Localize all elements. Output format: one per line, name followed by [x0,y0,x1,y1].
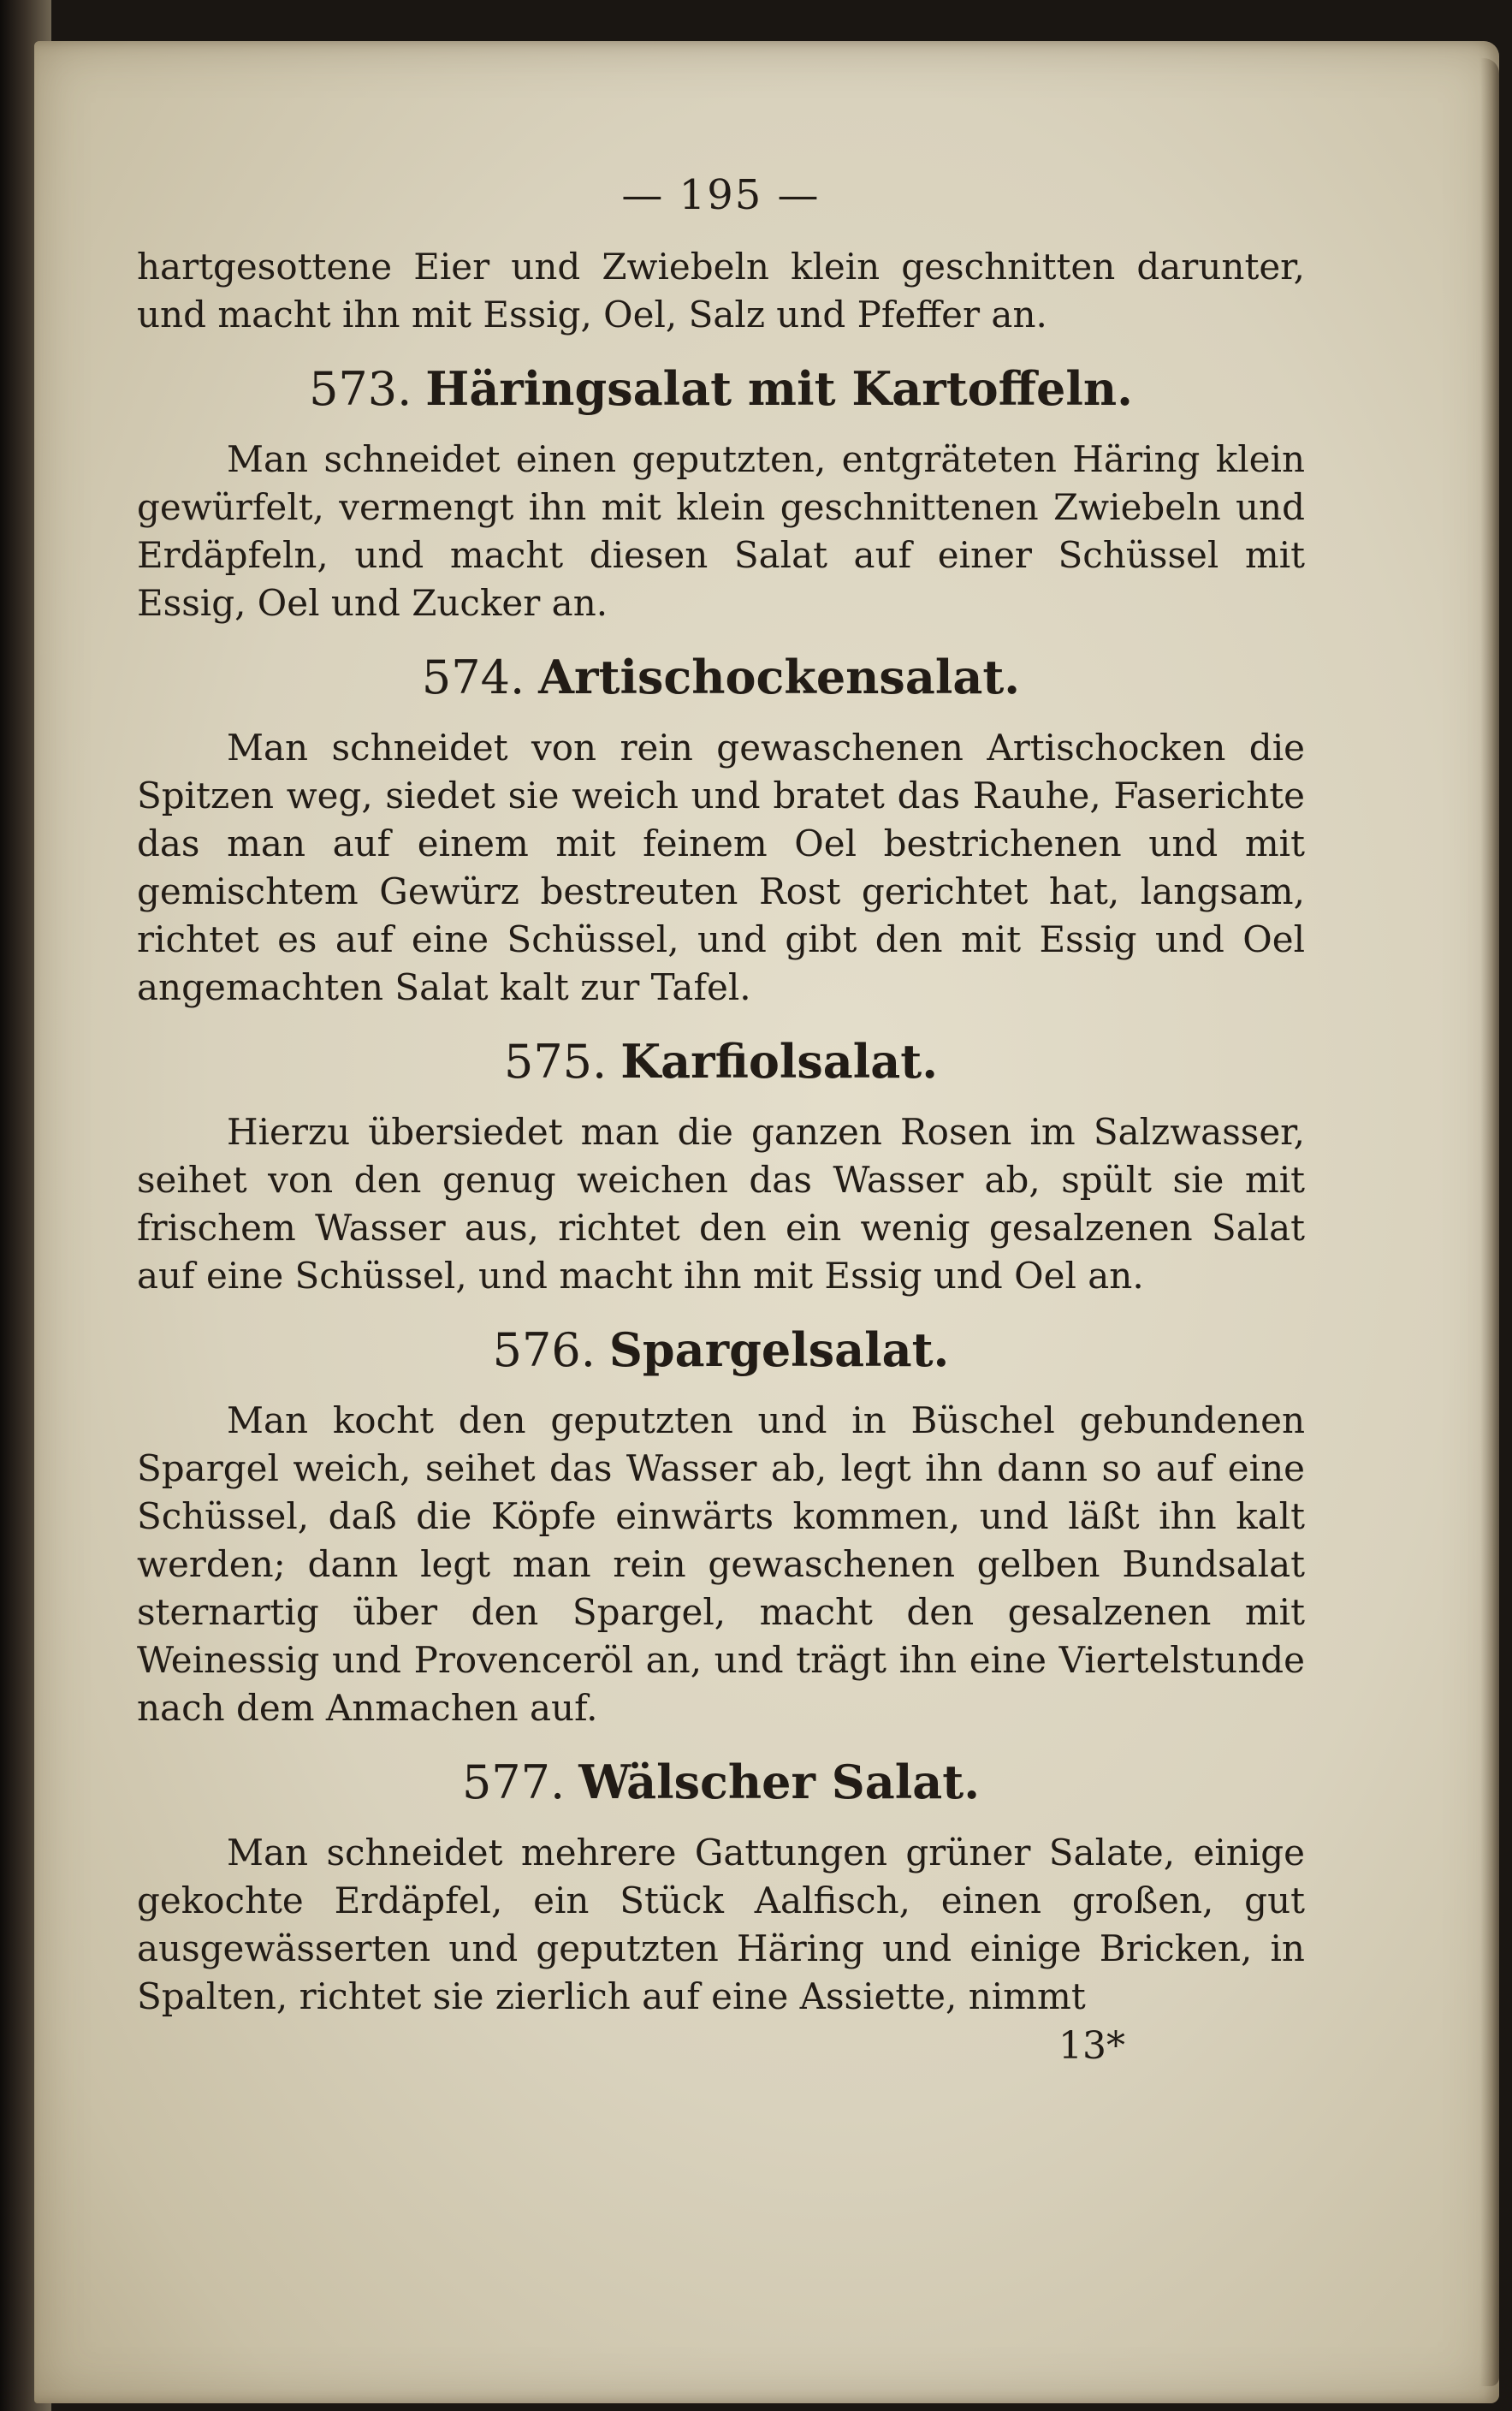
recipe-title: Wälscher Salat. [578,1755,981,1809]
recipe-number: 574. [421,650,525,704]
recipe-title: Artischockensalat. [538,650,1021,704]
page-edge-shadow [1480,58,1499,2386]
recipe-heading [137,1755,1305,1810]
recipe-text: Man schneidet von rein gewaschenen Artischocken die Spitzen weg, siedet sie weich und bratet das Rauhe, Faserichte das man auf einem mit feinem Oel bestrichenen und mit gemischtem Gewürz bestreuten Rost gerichtet hat, langsam, richtet es auf eine Schüssel, und gibt den mit Essig und Oel angemachten Salat kalt zur Tafel. [137,727,1305,1008]
recipe-text: Man schneidet einen geputzten, entgräteten Häring klein gewürfelt, vermengt ihn mit klein geschnittenen Zwiebeln und Erdäpfeln, und macht diesen Salat auf einer Schüssel mit Essig, Oel und Zucker an. [137,438,1305,624]
recipe-title: Spargelsalat. [608,1322,950,1377]
recipe-title: Karfiolsalat. [620,1034,939,1089]
recipe-title: Häringsalat mit Kartoffeln. [425,361,1133,416]
recipe-text: Hierzu übersiedet man die ganzen Rosen im Salzwasser, seihet von den genug weichen das Wasser ab, spült sie mit frischem Wasser aus, richtet den ein wenig gesalzenen Salat auf eine Schüssel, und macht ihn mit Essig und Oel an. [137,1111,1305,1297]
recipe-text: Man schneidet mehrere Gattungen grüner Salate, einige gekochte Erdäpfel, ein Stück Aalfisch, einen großen, gut ausgewässerten und geputzten Häring und einige Bricken, in Spalten, richtet sie zierlich auf eine Assiette, nimmt [137,1832,1305,2017]
recipe-577 [137,1755,1305,2021]
recipe-574 [137,650,1305,1012]
recipe-heading [137,1034,1305,1090]
recipe-text: Man kocht den geputzten und in Büschel gebundenen Spargel weich, seihet das Wasser ab, legt ihn dann so auf eine Schüssel, daß die Köpfe einwärts kommen, und läßt ihn kalt werden; dann legt man rein gewaschenen gelben Bundsalat sternartig über den Spargel, macht den gesalzenen mit Weinessig und Provenceröl an, und trägt ihn eine Viertelstunde nach dem Anmachen auf. [137,1399,1305,1729]
recipe-number: 575. [503,1035,608,1089]
recipe-576 [137,1322,1305,1732]
page-content [137,171,1305,2068]
recipe-heading [137,361,1305,417]
recipe-573 [137,361,1305,627]
recipe-number: 577. [461,1755,566,1809]
recipe-number: 576. [492,1323,596,1377]
recipe-heading [137,650,1305,705]
recipe-number: 573. [309,362,412,416]
page-number: — 195 — [621,171,821,219]
recipe-575 [137,1034,1305,1300]
recipe-heading [137,1322,1305,1378]
intro-paragraph: hartgesottene Eier und Zwiebeln klein geschnitten darunter, und macht ihn mit Essig, Oel, Salz und Pfeffer an. [137,246,1305,336]
signature-mark: 13* [1058,2024,1125,2068]
